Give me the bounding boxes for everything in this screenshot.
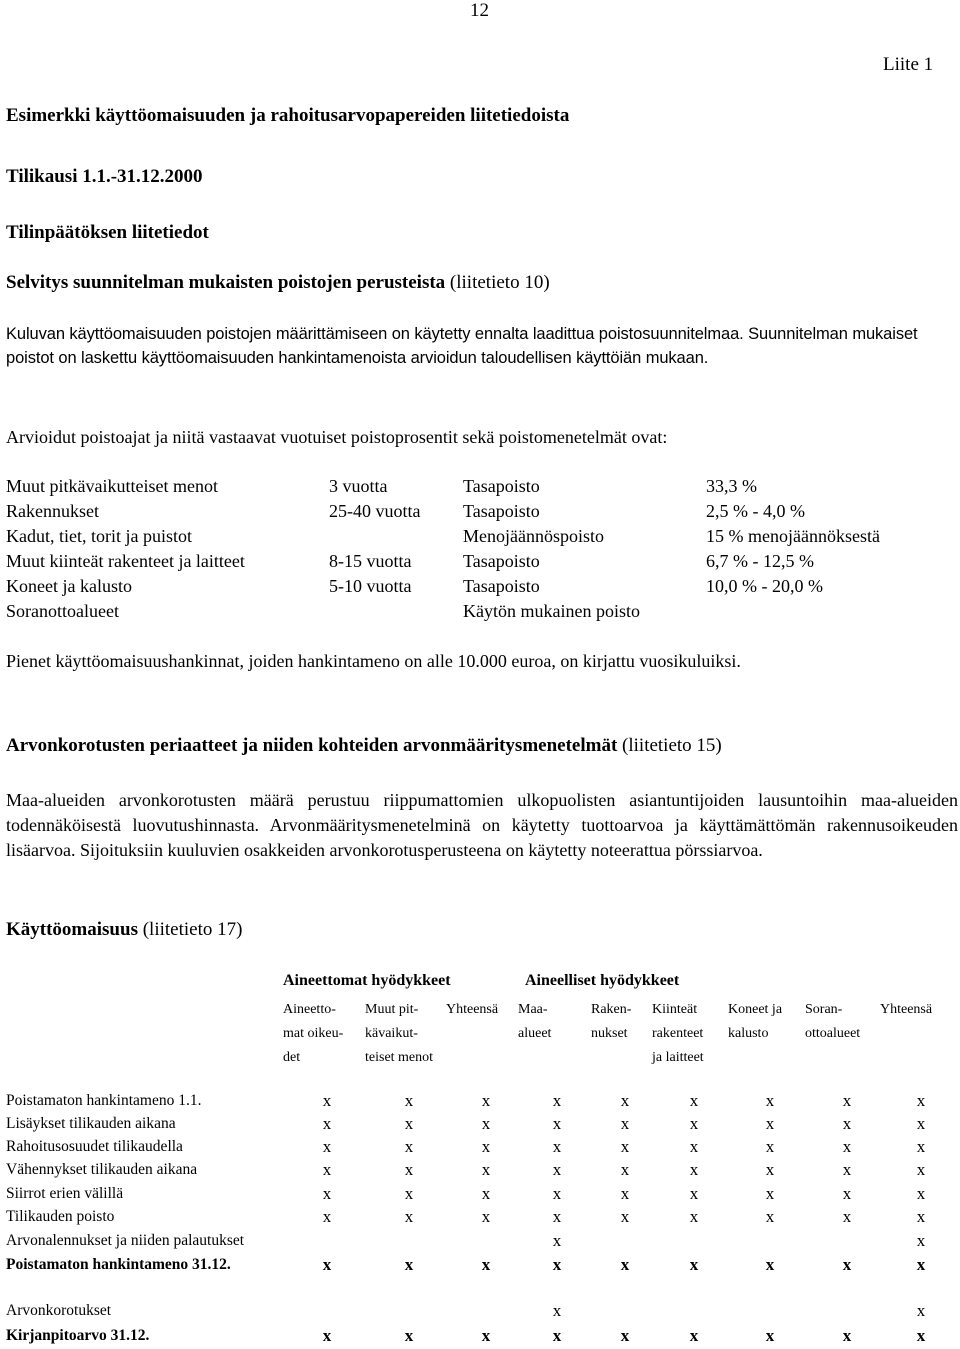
table-row bbox=[6, 1232, 956, 1254]
table-cell: x bbox=[620, 1326, 630, 1345]
table-cell: x bbox=[620, 1114, 630, 1133]
table-cell: x bbox=[842, 1255, 852, 1274]
group-header-intangible: Aineettomat hyödykkeet bbox=[283, 972, 451, 989]
table-cell: x bbox=[322, 1114, 332, 1133]
table-cell: x bbox=[765, 1255, 775, 1274]
small-purchases-note: Pienet käyttöomaisuushankinnat, joiden hankintameno on alle 10.000 euroa, on kirjattu vuosikuluiksi. bbox=[6, 651, 741, 671]
table-cell: x bbox=[842, 1091, 852, 1110]
table-cell: x bbox=[916, 1326, 926, 1345]
section-heading: Tilinpäätöksen liitetiedot bbox=[6, 222, 209, 243]
column-header-line: nukset bbox=[591, 1026, 628, 1041]
column-header-line: rakenteet bbox=[652, 1026, 704, 1041]
fixed-assets-heading bbox=[6, 919, 242, 941]
table-cell: x bbox=[404, 1091, 414, 1110]
column-header-line: mat oikeu- bbox=[283, 1026, 344, 1041]
table-cell: x bbox=[620, 1137, 630, 1156]
table-cell: x bbox=[620, 1184, 630, 1203]
table-cell: x bbox=[765, 1326, 775, 1345]
asset-name: Muut kiinteät rakenteet ja laitteet bbox=[6, 551, 245, 571]
row-label: Poistamaton hankintameno 31.12. bbox=[6, 1256, 231, 1273]
table-cell: x bbox=[322, 1207, 332, 1226]
column-header bbox=[805, 998, 860, 1046]
table-cell: x bbox=[481, 1207, 491, 1226]
table-cell: x bbox=[916, 1207, 926, 1226]
table-cell: x bbox=[552, 1301, 562, 1320]
table-cell: x bbox=[552, 1231, 562, 1250]
column-header-line: teiset menot bbox=[365, 1050, 434, 1065]
table-row bbox=[6, 1208, 956, 1230]
table-row bbox=[6, 1138, 956, 1160]
column-header-line: Yhteensä bbox=[446, 1002, 499, 1017]
column-header-line: Maa- bbox=[518, 1002, 548, 1017]
row-label: Arvonkorotukset bbox=[6, 1302, 112, 1319]
asset-rate: 33,3 % bbox=[706, 476, 757, 496]
asset-rate: 2,5 % - 4,0 % bbox=[706, 501, 805, 521]
table-cell: x bbox=[322, 1137, 332, 1156]
column-header-line: Kiinteät bbox=[652, 1002, 698, 1017]
table-row bbox=[6, 1185, 956, 1207]
table-cell: x bbox=[481, 1091, 491, 1110]
table-cell: x bbox=[689, 1160, 699, 1179]
table-cell: x bbox=[404, 1114, 414, 1133]
table-row bbox=[6, 1256, 956, 1278]
column-header-line: det bbox=[283, 1050, 301, 1065]
table-cell: x bbox=[842, 1207, 852, 1226]
row-label: Arvonalennukset ja niiden palautukset bbox=[6, 1232, 245, 1249]
table-cell: x bbox=[765, 1114, 775, 1133]
asset-method: Tasapoisto bbox=[463, 576, 540, 596]
revaluation-heading-title: Arvonkorotusten periaatteet ja niiden kohteiden arvonmääritysmenetelmät bbox=[6, 735, 618, 756]
table-cell: x bbox=[404, 1326, 414, 1345]
table-cell: x bbox=[322, 1255, 332, 1274]
table-cell: x bbox=[552, 1207, 562, 1226]
column-header-line: Koneet ja bbox=[728, 1002, 783, 1017]
table-cell: x bbox=[842, 1326, 852, 1345]
table-cell: x bbox=[322, 1160, 332, 1179]
fixed-assets-heading-title: Käyttöomaisuus bbox=[6, 919, 138, 940]
table-cell: x bbox=[842, 1114, 852, 1133]
column-header-line: alueet bbox=[518, 1026, 552, 1041]
table-cell: x bbox=[765, 1091, 775, 1110]
column-header bbox=[591, 998, 631, 1046]
table-cell: x bbox=[916, 1114, 926, 1133]
table-cell: x bbox=[620, 1207, 630, 1226]
table-cell: x bbox=[916, 1255, 926, 1274]
revaluation-heading bbox=[6, 735, 722, 757]
row-label: Lisäykset tilikauden aikana bbox=[6, 1115, 176, 1132]
table-cell: x bbox=[481, 1255, 491, 1274]
asset-name: Soranottoalueet bbox=[6, 601, 119, 621]
table-cell: x bbox=[481, 1114, 491, 1133]
table-cell: x bbox=[404, 1255, 414, 1274]
depreciation-heading-ref: (liitetieto 10) bbox=[449, 272, 550, 293]
asset-name: Koneet ja kalusto bbox=[6, 576, 132, 596]
table-cell: x bbox=[404, 1160, 414, 1179]
table-cell: x bbox=[552, 1326, 562, 1345]
table-cell: x bbox=[916, 1231, 926, 1250]
table-cell: x bbox=[620, 1255, 630, 1274]
page-number: 12 bbox=[470, 0, 489, 21]
row-label: Tilikauden poisto bbox=[6, 1208, 115, 1225]
asset-name: Muut pitkävaikutteiset menot bbox=[6, 476, 218, 496]
asset-period: 5-10 vuotta bbox=[329, 576, 412, 596]
table-cell: x bbox=[689, 1207, 699, 1226]
table-cell: x bbox=[404, 1137, 414, 1156]
column-header bbox=[446, 998, 498, 1022]
asset-method: Menojäännöspoisto bbox=[463, 526, 604, 546]
depreciation-heading bbox=[6, 272, 550, 294]
table-cell: x bbox=[689, 1091, 699, 1110]
table-cell: x bbox=[842, 1160, 852, 1179]
asset-period: 3 vuotta bbox=[329, 476, 388, 496]
table-cell: x bbox=[916, 1160, 926, 1179]
table-row bbox=[6, 1161, 956, 1183]
column-header-line: Soran- bbox=[805, 1002, 843, 1017]
row-label: Poistamaton hankintameno 1.1. bbox=[6, 1092, 202, 1109]
table-cell: x bbox=[552, 1137, 562, 1156]
asset-name: Kadut, tiet, torit ja puistot bbox=[6, 526, 192, 546]
table-cell: x bbox=[689, 1137, 699, 1156]
asset-method: Tasapoisto bbox=[463, 551, 540, 571]
column-header-line: kalusto bbox=[728, 1026, 769, 1041]
column-header-line: ottoalueet bbox=[805, 1026, 861, 1041]
appendix-label: Liite 1 bbox=[883, 54, 934, 75]
asset-period: 8-15 vuotta bbox=[329, 551, 412, 571]
column-header bbox=[283, 998, 343, 1070]
table-row bbox=[6, 1115, 956, 1137]
column-header-line: Yhteensä bbox=[880, 1002, 933, 1017]
table-cell: x bbox=[916, 1137, 926, 1156]
table-cell: x bbox=[552, 1184, 562, 1203]
depreciation-intro: Arvioidut poistoajat ja niitä vastaavat vuotuiset poistoprosentit sekä poistomenetelmät ovat: bbox=[6, 427, 668, 447]
table-cell: x bbox=[404, 1184, 414, 1203]
table-cell: x bbox=[322, 1091, 332, 1110]
table-cell: x bbox=[552, 1114, 562, 1133]
table-cell: x bbox=[689, 1326, 699, 1345]
asset-rate: 10,0 % - 20,0 % bbox=[706, 576, 823, 596]
row-label: Rahoitusosuudet tilikaudella bbox=[6, 1138, 183, 1155]
table-cell: x bbox=[481, 1160, 491, 1179]
column-header-line: Muut pit- bbox=[365, 1002, 419, 1017]
depreciation-paragraph: Kuluvan käyttöomaisuuden poistojen määrittämiseen on käytetty ennalta laadittua poistosuunnitelmaa. Suunnitelman mukaiset poistot on laskettu käyttöomaisuuden hankintamenoista arvioidun taloudellisen käyttöiän mukaan. bbox=[6, 325, 918, 367]
table-cell: x bbox=[916, 1184, 926, 1203]
table-cell: x bbox=[552, 1160, 562, 1179]
fixed-assets-heading-ref: (liitetieto 17) bbox=[142, 919, 243, 940]
asset-name: Rakennukset bbox=[6, 501, 99, 521]
table-cell: x bbox=[481, 1326, 491, 1345]
table-cell: x bbox=[322, 1184, 332, 1203]
table-cell: x bbox=[322, 1326, 332, 1345]
table-cell: x bbox=[552, 1255, 562, 1274]
asset-rate: 15 % menojäännöksestä bbox=[706, 526, 880, 546]
table-cell: x bbox=[689, 1184, 699, 1203]
group-header-tangible: Aineelliset hyödykkeet bbox=[525, 972, 680, 989]
table-cell: x bbox=[916, 1091, 926, 1110]
table-row bbox=[6, 1092, 956, 1114]
revaluation-heading-ref: (liitetieto 15) bbox=[622, 735, 722, 756]
table-cell: x bbox=[765, 1184, 775, 1203]
column-header-line: kävaikut- bbox=[365, 1026, 418, 1041]
table-cell: x bbox=[916, 1301, 926, 1320]
table-cell: x bbox=[620, 1160, 630, 1179]
column-header bbox=[652, 998, 704, 1070]
table-cell: x bbox=[842, 1184, 852, 1203]
depreciation-heading-title: Selvitys suunnitelman mukaisten poistojen perusteista bbox=[6, 272, 446, 293]
asset-method: Tasapoisto bbox=[463, 501, 540, 521]
row-label: Kirjanpitoarvo 31.12. bbox=[6, 1327, 150, 1344]
period-label: Tilikausi 1.1.-31.12.2000 bbox=[6, 166, 203, 187]
table-row bbox=[6, 1302, 956, 1324]
table-cell: x bbox=[765, 1137, 775, 1156]
table-cell: x bbox=[620, 1091, 630, 1110]
column-header bbox=[880, 998, 932, 1022]
column-header bbox=[728, 998, 782, 1046]
column-header-line: Aineetto- bbox=[283, 1002, 336, 1017]
asset-method: Käytön mukainen poisto bbox=[463, 601, 640, 621]
column-header-line: ja laitteet bbox=[652, 1050, 704, 1065]
table-cell: x bbox=[842, 1137, 852, 1156]
asset-method: Tasapoisto bbox=[463, 476, 540, 496]
table-cell: x bbox=[481, 1184, 491, 1203]
row-label: Siirrot erien välillä bbox=[6, 1185, 124, 1202]
document-title: Esimerkki käyttöomaisuuden ja rahoitusarvopapereiden liitetiedoista bbox=[6, 105, 570, 126]
row-label: Vähennykset tilikauden aikana bbox=[6, 1161, 198, 1178]
column-header bbox=[518, 998, 551, 1046]
column-header bbox=[365, 998, 433, 1070]
table-cell: x bbox=[689, 1255, 699, 1274]
column-header-line: Raken- bbox=[591, 1002, 632, 1017]
table-cell: x bbox=[404, 1207, 414, 1226]
table-cell: x bbox=[765, 1207, 775, 1226]
asset-rate: 6,7 % - 12,5 % bbox=[706, 551, 814, 571]
table-cell: x bbox=[689, 1114, 699, 1133]
table-cell: x bbox=[552, 1091, 562, 1110]
table-cell: x bbox=[481, 1137, 491, 1156]
table-row bbox=[6, 1327, 956, 1349]
table-cell: x bbox=[765, 1160, 775, 1179]
asset-period: 25-40 vuotta bbox=[329, 501, 421, 521]
revaluation-paragraph: Maa-alueiden arvonkorotusten määrä perustuu riippumattomien ulkopuolisten asiantuntijoiden lausuntoihin maa-alueiden todennäköisestä luovutushinnasta. Arvonmääritysmenetelminä on käytetty tuottoarvoa ja käyttämättömän rakennusoikeuden lisäarvoa. Sijoituksiin kuuluvien osakkeiden arvonkorotusperusteena on käytetty noteerattua pörssiarvoa. bbox=[6, 790, 958, 860]
